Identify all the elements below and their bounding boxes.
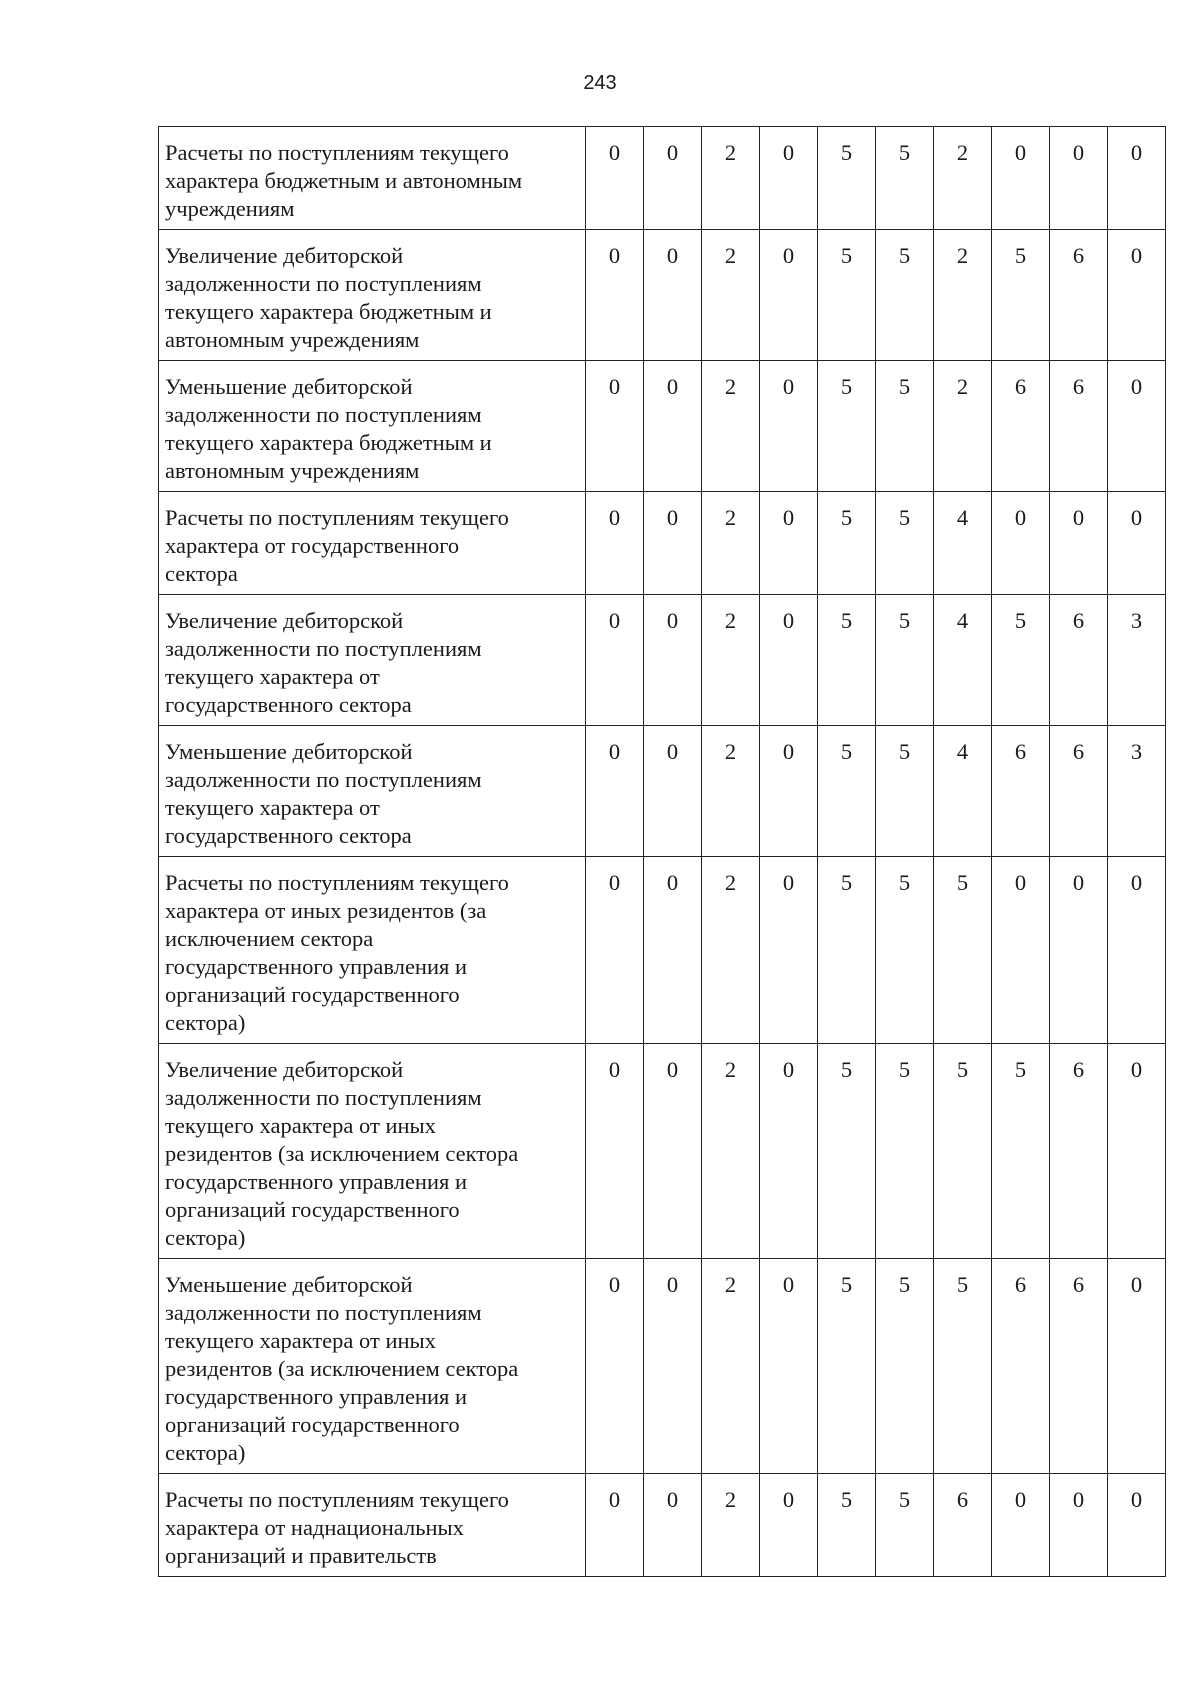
code-digit-cell: 2 (702, 230, 760, 361)
code-digit-cell: 2 (702, 127, 760, 230)
code-digit-cell: 0 (586, 127, 644, 230)
row-label-line: текущего характера бюджетным и (165, 299, 492, 324)
code-digit-cell: 2 (934, 361, 992, 492)
code-digit-cell: 5 (934, 857, 992, 1044)
row-label-line: характера от иных резидентов (за (165, 898, 487, 923)
code-digit-cell: 0 (644, 492, 702, 595)
row-label-line: текущего характера от (165, 664, 380, 689)
row-label-line: сектора) (165, 1225, 246, 1250)
code-digit-cell: 0 (1050, 492, 1108, 595)
row-label-line: государственного управления и (165, 954, 468, 979)
code-digit-cell: 5 (876, 726, 934, 857)
table-body (159, 127, 1166, 1577)
code-digit-cell: 5 (818, 127, 876, 230)
row-label-line: характера от государственного (165, 533, 460, 558)
code-digit-cell: 5 (934, 1044, 992, 1259)
code-digit-cell: 0 (644, 127, 702, 230)
code-digit-cell: 0 (644, 230, 702, 361)
code-digit-cell: 5 (818, 595, 876, 726)
code-digit-cell: 4 (934, 595, 992, 726)
code-digit-cell: 6 (1050, 230, 1108, 361)
row-label-line: организаций и правительств (165, 1543, 437, 1568)
row-label-cell (159, 127, 586, 230)
code-digit-cell: 0 (644, 1474, 702, 1577)
code-digit-cell: 0 (1108, 1044, 1166, 1259)
code-digit-cell: 5 (876, 595, 934, 726)
row-label-line: характера от наднациональных (165, 1515, 464, 1540)
code-digit-cell: 0 (760, 127, 818, 230)
code-digit-cell: 2 (702, 595, 760, 726)
code-digit-cell: 0 (992, 857, 1050, 1044)
row-label-line: государственного сектора (165, 823, 412, 848)
row-label-line: Расчеты по поступлениям текущего (165, 1487, 509, 1512)
code-digit-cell: 0 (644, 726, 702, 857)
code-digit-cell: 5 (992, 595, 1050, 726)
code-digit-cell: 0 (586, 726, 644, 857)
code-digit-cell: 5 (934, 1259, 992, 1474)
code-digit-cell: 0 (1108, 1474, 1166, 1577)
code-digit-cell: 0 (1108, 1259, 1166, 1474)
code-digit-cell: 2 (934, 127, 992, 230)
code-digit-cell: 0 (1050, 127, 1108, 230)
code-digit-cell: 0 (760, 1044, 818, 1259)
code-digit-cell: 5 (818, 1474, 876, 1577)
code-digit-cell: 0 (1108, 492, 1166, 595)
code-digit-cell: 2 (702, 1044, 760, 1259)
code-digit-cell: 0 (586, 857, 644, 1044)
code-digit-cell: 5 (992, 230, 1050, 361)
row-label-line: характера бюджетным и автономным (165, 168, 523, 193)
code-digit-cell: 3 (1108, 726, 1166, 857)
row-label-line: сектора) (165, 1440, 246, 1465)
row-label-cell (159, 230, 586, 361)
row-label-line: Уменьшение дебиторской (165, 739, 413, 764)
code-digit-cell: 6 (992, 726, 1050, 857)
row-label-line: Увеличение дебиторской (165, 243, 404, 268)
row-label-line: автономным учреждениям (165, 327, 420, 352)
row-label-line: исключением сектора (165, 926, 374, 951)
code-digit-cell: 0 (644, 595, 702, 726)
code-digit-cell: 0 (644, 1259, 702, 1474)
row-label-cell (159, 857, 586, 1044)
code-digit-cell: 6 (992, 361, 1050, 492)
code-digit-cell: 0 (992, 127, 1050, 230)
code-digit-cell: 2 (702, 857, 760, 1044)
code-digit-cell: 0 (760, 1474, 818, 1577)
code-digit-cell: 5 (876, 230, 934, 361)
row-label-line: организаций государственного (165, 982, 460, 1007)
row-label-cell (159, 1474, 586, 1577)
table-row (159, 1474, 1166, 1577)
code-digit-cell: 0 (992, 1474, 1050, 1577)
table-row (159, 1259, 1166, 1474)
row-label-line: задолженности по поступлениям (165, 271, 482, 296)
table-row (159, 726, 1166, 857)
table-row (159, 857, 1166, 1044)
row-label-cell (159, 1259, 586, 1474)
row-label-line: государственного управления и (165, 1384, 468, 1409)
row-label-line: резидентов (за исключением сектора (165, 1356, 519, 1381)
code-digit-cell: 5 (818, 1044, 876, 1259)
code-digit-cell: 0 (760, 726, 818, 857)
row-label-cell (159, 595, 586, 726)
row-label-cell (159, 492, 586, 595)
row-label-line: государственного управления и (165, 1169, 468, 1194)
code-digit-cell: 5 (818, 230, 876, 361)
row-label-line: задолженности по поступлениям (165, 767, 482, 792)
code-digit-cell: 0 (760, 857, 818, 1044)
code-digit-cell: 5 (818, 726, 876, 857)
table-row (159, 492, 1166, 595)
code-digit-cell: 6 (1050, 595, 1108, 726)
table-row (159, 1044, 1166, 1259)
code-digit-cell: 0 (760, 595, 818, 726)
code-digit-cell: 0 (992, 492, 1050, 595)
row-label-line: Расчеты по поступлениям текущего (165, 870, 509, 895)
code-digit-cell: 5 (876, 1044, 934, 1259)
code-digit-cell: 2 (702, 492, 760, 595)
row-label-cell (159, 361, 586, 492)
code-digit-cell: 5 (876, 857, 934, 1044)
table-row (159, 595, 1166, 726)
table-row (159, 127, 1166, 230)
row-label-line: сектора (165, 561, 238, 586)
row-label-line: Увеличение дебиторской (165, 608, 404, 633)
code-digit-cell: 0 (760, 1259, 818, 1474)
code-digit-cell: 2 (702, 1474, 760, 1577)
row-label-line: текущего характера от иных (165, 1328, 436, 1353)
code-digit-cell: 0 (644, 1044, 702, 1259)
row-label-line: задолженности по поступлениям (165, 1085, 482, 1110)
code-digit-cell: 0 (586, 361, 644, 492)
row-label-line: учреждениям (165, 196, 295, 221)
code-digit-cell: 6 (1050, 1259, 1108, 1474)
row-label-line: сектора) (165, 1010, 246, 1035)
code-digit-cell: 5 (876, 492, 934, 595)
code-digit-cell: 0 (586, 492, 644, 595)
code-digit-cell: 5 (818, 361, 876, 492)
code-digit-cell: 0 (1108, 361, 1166, 492)
code-digit-cell: 0 (586, 1044, 644, 1259)
row-label-line: текущего характера от иных (165, 1113, 436, 1138)
table-row (159, 230, 1166, 361)
row-label-line: организаций государственного (165, 1412, 460, 1437)
row-label-line: Увеличение дебиторской (165, 1057, 404, 1082)
row-label-line: задолженности по поступлениям (165, 402, 482, 427)
row-label-line: государственного сектора (165, 692, 412, 717)
code-digit-cell: 0 (760, 492, 818, 595)
code-digit-cell: 2 (702, 1259, 760, 1474)
row-label-line: организаций государственного (165, 1197, 460, 1222)
code-digit-cell: 3 (1108, 595, 1166, 726)
code-digit-cell: 0 (1108, 127, 1166, 230)
code-digit-cell: 0 (1108, 230, 1166, 361)
code-digit-cell: 0 (1050, 1474, 1108, 1577)
row-label-line: автономным учреждениям (165, 458, 420, 483)
row-label-line: Расчеты по поступлениям текущего (165, 505, 509, 530)
code-digit-cell: 2 (702, 361, 760, 492)
table-row (159, 361, 1166, 492)
code-digit-cell: 5 (818, 857, 876, 1044)
code-digit-cell: 5 (992, 1044, 1050, 1259)
code-digit-cell: 0 (586, 1474, 644, 1577)
code-digit-cell: 0 (644, 857, 702, 1044)
code-digit-cell: 2 (934, 230, 992, 361)
page-number: 243 (583, 72, 617, 94)
code-digit-cell: 0 (1050, 857, 1108, 1044)
row-label-line: Уменьшение дебиторской (165, 1272, 413, 1297)
code-digit-cell: 5 (818, 1259, 876, 1474)
code-digit-cell: 0 (586, 595, 644, 726)
row-label-line: Расчеты по поступлениям текущего (165, 140, 509, 165)
code-digit-cell: 5 (876, 1259, 934, 1474)
code-digit-cell: 2 (702, 726, 760, 857)
row-label-line: текущего характера от (165, 795, 380, 820)
code-digit-cell: 6 (934, 1474, 992, 1577)
row-label-line: текущего характера бюджетным и (165, 430, 492, 455)
code-digit-cell: 6 (1050, 726, 1108, 857)
account-codes-table (158, 126, 1166, 1577)
code-digit-cell: 0 (760, 361, 818, 492)
code-digit-cell: 4 (934, 726, 992, 857)
code-digit-cell: 6 (1050, 361, 1108, 492)
code-digit-cell: 0 (586, 1259, 644, 1474)
row-label-line: резидентов (за исключением сектора (165, 1141, 519, 1166)
row-label-cell (159, 726, 586, 857)
code-digit-cell: 6 (992, 1259, 1050, 1474)
row-label-line: задолженности по поступлениям (165, 1300, 482, 1325)
code-digit-cell: 0 (760, 230, 818, 361)
code-digit-cell: 0 (586, 230, 644, 361)
row-label-line: Уменьшение дебиторской (165, 374, 413, 399)
code-digit-cell: 0 (644, 361, 702, 492)
code-digit-cell: 0 (1108, 857, 1166, 1044)
row-label-line: задолженности по поступлениям (165, 636, 482, 661)
code-digit-cell: 5 (876, 1474, 934, 1577)
code-digit-cell: 4 (934, 492, 992, 595)
code-digit-cell: 5 (876, 361, 934, 492)
code-digit-cell: 5 (876, 127, 934, 230)
code-digit-cell: 6 (1050, 1044, 1108, 1259)
row-label-cell (159, 1044, 586, 1259)
code-digit-cell: 5 (818, 492, 876, 595)
